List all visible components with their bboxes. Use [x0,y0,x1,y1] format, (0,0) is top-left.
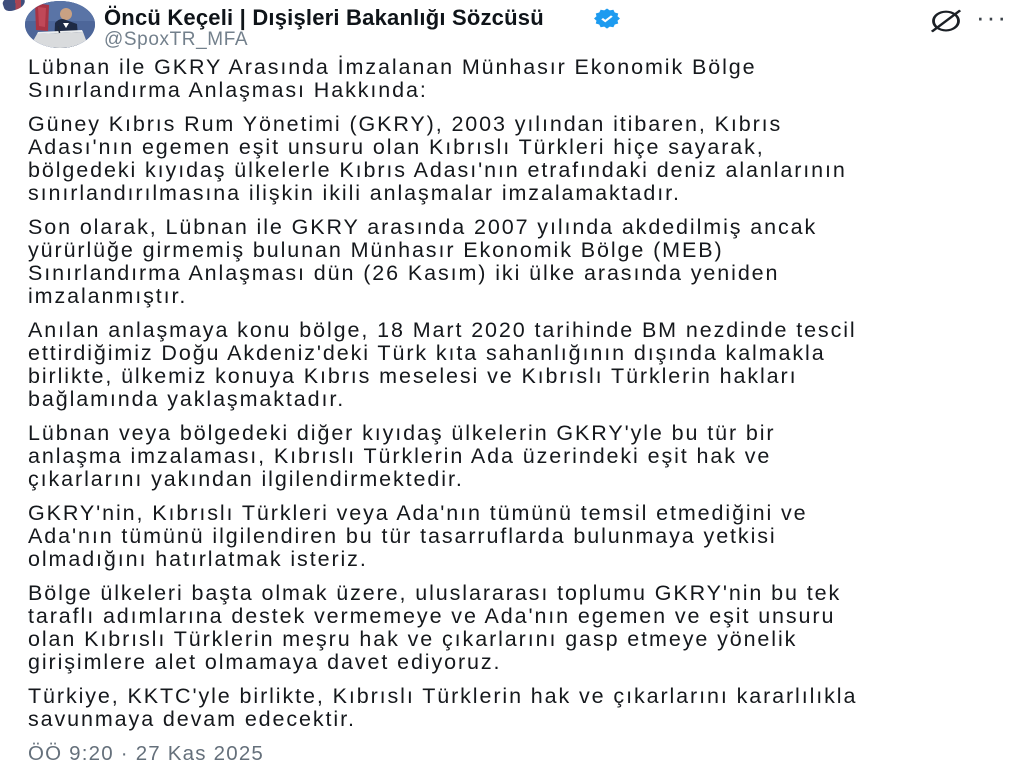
paragraph: Lübnan ile GKRY Arasında İmzalanan Münhasır Ekonomik Bölge Sınırlandırma Anlaşması Hakkında: [28,55,757,102]
paragraph: GKRY'nin, Kıbrıslı Türkleri veya Ada'nın tümünü temsil etmediğini ve Ada'nın tümünü ilgilendiren bu tür tasarruflarda bulunmaya yetkisi olmadığını hatırlatmak isteriz. [28,501,808,571]
avatar[interactable] [25,1,95,48]
grok-actions-button[interactable] [926,6,966,36]
more-menu-button[interactable]: ··· [976,2,1008,32]
verified-badge-icon[interactable] [592,7,622,30]
grok-icon [926,6,966,36]
avatar-photo-illustration [25,1,95,48]
author-name[interactable]: Öncü Keçeli | Dışişleri Bakanlığı Sözcüsü [104,5,544,30]
paragraph: Son olarak, Lübnan ile GKRY arasında 2007 yılında akdedilmiş ancak yürürlüğe girmemiş bulunan Münhasır Ekonomik Bölge (MEB) Sınırlandırma Anlaşması dün (26 Kasım) iki ülke arasında yeniden imzalanmıştır. [28,215,818,308]
paragraph: Lübnan veya bölgedeki diğer kıyıdaş ülkelerin GKRY'yle bu tür bir anlaşma imzalaması, Kıbrıslı Türklerin Ada üzerindeki eşit hak ve çıkarlarını yakından ilgilendirmektedir. [28,421,776,491]
author-handle[interactable]: @SpoxTR_MFA [104,29,249,50]
paragraph: Anılan anlaşmaya konu bölge, 18 Mart 2020 tarihinde BM nezdinde tescil ettirdiğimiz Doğu Akdeniz'deki Türk kıta sahanlığının dışında kalmakla birlikte, ülkemiz konuya Kıbrıs meselesi ve Kıbrıslı Türklerin hakları bağlamında yaklaşmaktadır. [28,318,857,411]
tweet-text [28,56,1018,742]
paragraph: Bölge ülkeleri başta olmak üzere, uluslararası toplumu GKRY'nin bu tek taraflı adımlarına destek vermemeye ve Ada'nın egemen ve eşit unsuru olan Kıbrıslı Türklerin meşru hak ve çıkarlarını gasp etmeye yönelik girişimlere alet olmamaya davet ediyoruz. [28,581,842,674]
paragraph: Türkiye, KKTC'yle birlikte, Kıbrıslı Türklerin hak ve çıkarlarını kararlılıkla savunmaya devam edecektir. [28,684,858,731]
paragraph: Güney Kıbrıs Rum Yönetimi (GKRY), 2003 yılından itibaren, Kıbrıs Adası'nın egemen eşit unsuru olan Kıbrıslı Türkleri hiçe sayarak, bölgedeki kıyıdaş ülkelerle Kıbrıs Adası'nın etrafındaki deniz alanlarının sınırlandırılmasına ilişkin ikili anlaşmalar imzalamaktadır. [28,112,847,205]
timestamp[interactable]: ÖÖ 9:20 · 27 Kas 2025 [28,742,265,765]
corner-flag-artifact [1,0,26,13]
